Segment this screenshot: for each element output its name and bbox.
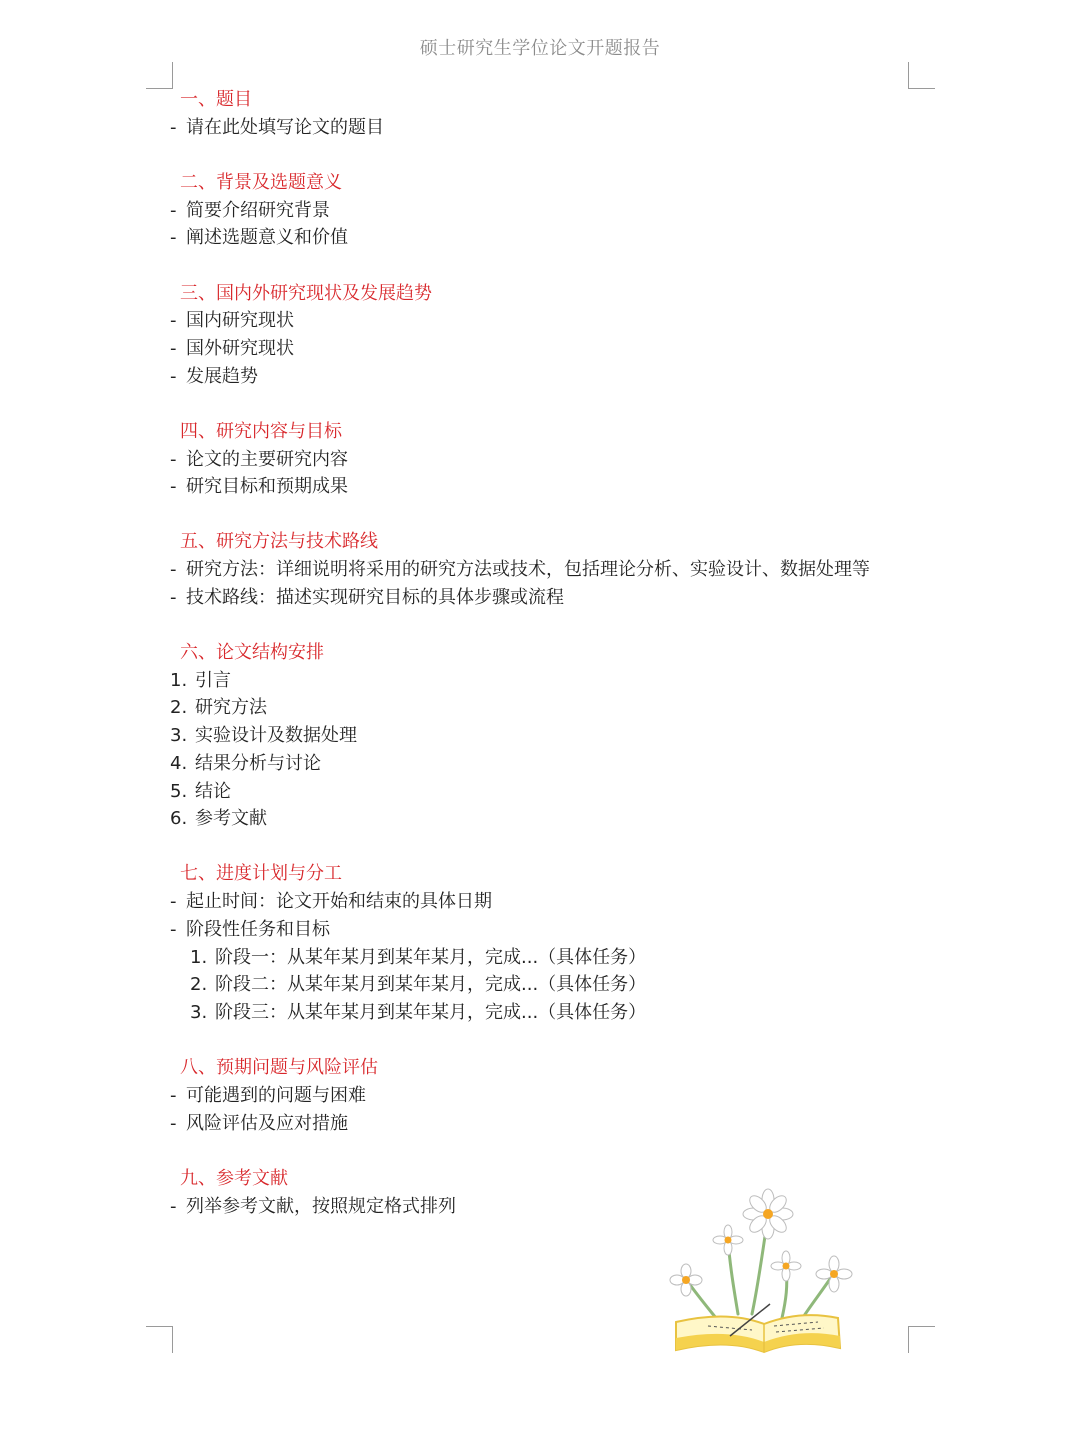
numbered-subitem: 3. 阶段三：从某年某月到某年某月，完成...（具体任务） (190, 1001, 647, 1023)
section-research-status (170, 280, 910, 391)
numbered-item: 1. 引言 (170, 669, 231, 691)
list-item: - 论文的主要研究内容 (170, 448, 348, 470)
list-item: - 起止时间：论文开始和结束的具体日期 (170, 891, 492, 913)
list-item: - 研究目标和预期成果 (170, 476, 348, 498)
corner-mark-bottom-left (146, 1326, 173, 1353)
section-heading: 五、研究方法与技术路线 (180, 531, 378, 553)
list-item: - 风险评估及应对措施 (170, 1112, 348, 1134)
numbered-item: 3. 实验设计及数据处理 (170, 725, 357, 747)
document-body (170, 86, 910, 1248)
section-heading: 一、题目 (180, 89, 252, 110)
numbered-item: 5. 结论 (170, 780, 231, 802)
list-item: - 请在此处填写论文的题目 (170, 116, 384, 138)
list-item: - 阐述选题意义和价值 (170, 227, 348, 249)
section-risks (170, 1054, 910, 1137)
numbered-subitem: 2. 阶段二：从某年某月到某年某月，完成...（具体任务） (190, 974, 647, 996)
section-structure (170, 639, 910, 833)
list-item: - 阶段性任务和目标 (170, 918, 330, 940)
list-item: - 可能遇到的问题与困难 (170, 1084, 366, 1106)
section-schedule (170, 860, 910, 1026)
corner-mark-top-left (146, 62, 173, 89)
list-item: - 发展趋势 (170, 365, 258, 387)
section-heading: 二、背景及选题意义 (180, 171, 342, 193)
section-content-goals (170, 418, 910, 501)
section-methods (170, 528, 910, 611)
corner-mark-bottom-right (908, 1326, 935, 1353)
section-heading: 四、研究内容与目标 (180, 420, 342, 442)
corner-mark-top-right (908, 62, 935, 89)
list-item: - 简要介绍研究背景 (170, 199, 330, 221)
numbered-subitem: 1. 阶段一：从某年某月到某年某月，完成...（具体任务） (190, 946, 647, 968)
section-background (170, 169, 910, 252)
section-title (170, 86, 910, 141)
numbered-item: 4. 结果分析与讨论 (170, 752, 321, 774)
section-heading: 九、参考文献 (180, 1167, 288, 1189)
section-heading: 六、论文结构安排 (180, 642, 324, 664)
section-heading: 八、预期问题与风险评估 (180, 1057, 378, 1079)
list-item: - 国内研究现状 (170, 310, 294, 332)
list-item: - 国外研究现状 (170, 337, 294, 359)
list-item: - 列举参考文献，按照规定格式排列 (170, 1195, 456, 1217)
numbered-item: 6. 参考文献 (170, 808, 267, 830)
daisy-book-sticker-icon (668, 1186, 864, 1362)
list-item: - 研究方法：详细说明将采用的研究方法或技术，包括理论分析、实验设计、数据处理等 (170, 559, 870, 581)
document-header-title: 硕士研究生学位论文开题报告 (419, 38, 661, 59)
list-item: - 技术路线：描述实现研究目标的具体步骤或流程 (170, 586, 564, 608)
numbered-item: 2. 研究方法 (170, 697, 267, 719)
section-heading: 三、国内外研究现状及发展趋势 (180, 282, 432, 304)
section-heading: 七、进度计划与分工 (180, 863, 342, 885)
